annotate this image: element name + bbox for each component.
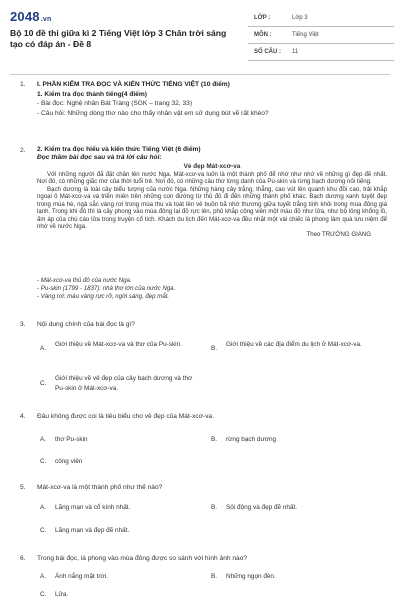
question-number: 4. <box>20 413 26 420</box>
reading-passage <box>37 163 387 238</box>
question-5 <box>20 484 380 540</box>
option-a[interactable] <box>40 503 210 513</box>
option-letter: C. <box>40 527 47 534</box>
option-b[interactable] <box>211 572 381 582</box>
option-c[interactable] <box>40 526 210 536</box>
note-line: - Mát-xcơ-va thủ đô của nước Nga. <box>37 277 132 284</box>
logo-suffix: .vn <box>40 16 52 23</box>
passage-paragraph: Với những người đã đặt chân lên nước Nga, Mát-xcơ-va luôn là một thành phố để nhớ như nhớ về những gì đẹp đẽ nhất. Nơi đó, có những giấc mơ của thời tuổi trẻ. Nơi đó, có những câu thơ lừng danh của Pu-skin và rừng bạch dương nối tiếng. <box>37 170 387 185</box>
header-divider <box>10 74 390 75</box>
option-text: Lãng mạn và đẹp đẽ nhất. <box>55 527 130 534</box>
reading-line: - Bài đọc: Nghệ nhân Bát Tràng (SGK – trang 32, 33) <box>37 100 193 107</box>
option-a[interactable] <box>40 572 210 582</box>
site-logo[interactable] <box>10 9 51 24</box>
option-text: rừng bạch dương <box>226 436 277 443</box>
instruction: Đọc thầm bài đọc sau và trả lời câu hỏi: <box>37 154 162 161</box>
note-line: - Vàng rơi: màu vàng rực rỡ, ngời sáng, đẹp mắt. <box>37 293 170 301</box>
option-c[interactable] <box>40 457 210 467</box>
option-letter: A. <box>40 436 47 443</box>
question-text: Nội dung chính của bài đọc là gì? <box>37 321 135 328</box>
option-c[interactable] <box>40 374 210 396</box>
option-letter: A. <box>40 504 47 511</box>
option-letter: B. <box>211 436 218 443</box>
document-title: Bộ 10 đề thi giữa kì 2 Tiếng Việt lớp 3 Chân trời sáng tạo có đáp án - Đề 8 <box>10 28 227 49</box>
option-text: Lãng mạn và cổ kính nhất. <box>55 504 131 511</box>
option-letter: B. <box>211 504 218 511</box>
section-heading: 2. Kiểm tra đọc hiểu và kiến thức Tiếng Việt (6 điểm) <box>37 146 201 153</box>
option-text: Lửa. <box>55 591 69 598</box>
question-number: 3. <box>20 321 26 328</box>
option-text: thơ Pu-skin <box>55 436 88 443</box>
question-1 <box>20 80 390 130</box>
question-line: - Câu hỏi: Những dòng thơ nào cho thấy nhân vật em sử dụng bút vẽ rất khéo? <box>37 109 269 117</box>
option-letter: A. <box>40 573 47 580</box>
option-letter: C. <box>40 380 47 387</box>
passage-title: Vẻ đẹp Mát-xcơ-va <box>183 163 241 170</box>
question-text: Đâu không được coi là tiêu biểu cho vẻ đẹp của Mát-xcơ-va. <box>37 413 214 420</box>
meta-table <box>248 12 394 63</box>
option-text: Giới thiệu về vẻ đẹp của cây bạch dương và thơ Pu-skin ở Mát-xcơ-va. <box>55 375 193 392</box>
option-letter: C. <box>40 458 47 465</box>
passage-author: Theo TRƯỜNG GIANG <box>306 230 371 238</box>
question-6 <box>20 555 380 600</box>
header <box>0 0 400 64</box>
question-body <box>37 80 387 118</box>
meta-row-count <box>248 46 394 61</box>
note-line: - Pu-skin (1799 - 1837): nhà thơ lớn của nước Nga. <box>37 285 176 293</box>
meta-row-class <box>248 12 394 27</box>
option-text: Những ngọn đèn. <box>226 573 276 580</box>
section-heading: I. PHẦN KIỂM TRA ĐỌC VÀ KIẾN THỨC TIẾNG VIỆT (10 điểm) <box>37 81 230 88</box>
meta-value: Lớp 3 <box>292 15 308 21</box>
option-letter: B. <box>211 573 218 580</box>
option-letter: A. <box>40 345 47 352</box>
meta-key: SỐ CÂU : <box>254 49 281 55</box>
meta-row-subject <box>248 29 394 44</box>
question-number: 2. <box>20 147 26 154</box>
option-text: Giới thiệu về Mát-xcơ-va và thơ của Pu-skin. <box>55 341 182 348</box>
option-b[interactable] <box>211 503 381 513</box>
passage-notes <box>37 277 337 302</box>
question-number: 6. <box>20 555 26 562</box>
option-text: công viên <box>55 458 83 465</box>
option-text: Ánh nắng mặt trời. <box>55 573 108 580</box>
meta-value: Tiếng Việt <box>292 32 319 38</box>
option-a[interactable] <box>40 435 210 445</box>
option-a[interactable] <box>40 340 210 362</box>
question-3 <box>20 321 380 401</box>
question-body <box>37 146 387 162</box>
option-letter: B. <box>211 345 218 352</box>
meta-key: MÔN : <box>254 32 272 38</box>
option-c[interactable] <box>40 590 210 600</box>
option-text: Sôi động và đẹp đẽ nhất. <box>226 504 298 511</box>
subsection-heading: 1. Kiểm tra đọc thành tiếng(4 điểm) <box>37 90 147 98</box>
question-number: 1. <box>20 81 26 88</box>
option-b[interactable] <box>211 340 381 362</box>
option-b[interactable] <box>211 435 381 445</box>
question-text: Mát-xcơ-va là một thành phố như thế nào? <box>37 484 163 491</box>
logo-text: 2048 <box>10 9 40 24</box>
question-text: Trong bài đọc, lá phong vào mùa đông được so sánh với hình ảnh nào? <box>37 555 248 562</box>
meta-key: LỚP : <box>254 15 271 21</box>
meta-value: 11 <box>292 49 299 55</box>
question-number: 5. <box>20 484 26 491</box>
option-text: Giới thiệu về các địa điểm du lịch ở Mát-xcơ-va. <box>226 341 362 348</box>
question-4 <box>20 413 380 469</box>
option-letter: C. <box>40 591 47 598</box>
passage-paragraph: Bạch dương là loài cây biểu tượng của nước Nga. Những hàng cây trắng, thẳng, cao vút lên quanh khu đồi cao, trải khắp ngoại ô Mát-xcơ-va và triền miên trên những con đường từ thủ đô đi đến những thành phố khác. Bạch dương xanh tuyệt đẹp trong mùa hè, ngả sắc vàng rơi trong mùa thu và toát lên vẻ buồn bã nhớ thương giữa tuyết trắng tinh khôi trong mùa đông giá lạnh. Trong khí đó thì lá cây phong vào mùa đông lại đỏ rực lên, phủ khắp công viên một màu đỏ như lửa, như bộ lông khổng lồ, ấm áp của chú cáo lửa trong truyện cổ tích. Khách du lịch đến Mát-xcơ-va đều nhặt một vài chiếc lá phong làm quà lưu niệm để nhớ về nước Nga. <box>37 185 387 230</box>
